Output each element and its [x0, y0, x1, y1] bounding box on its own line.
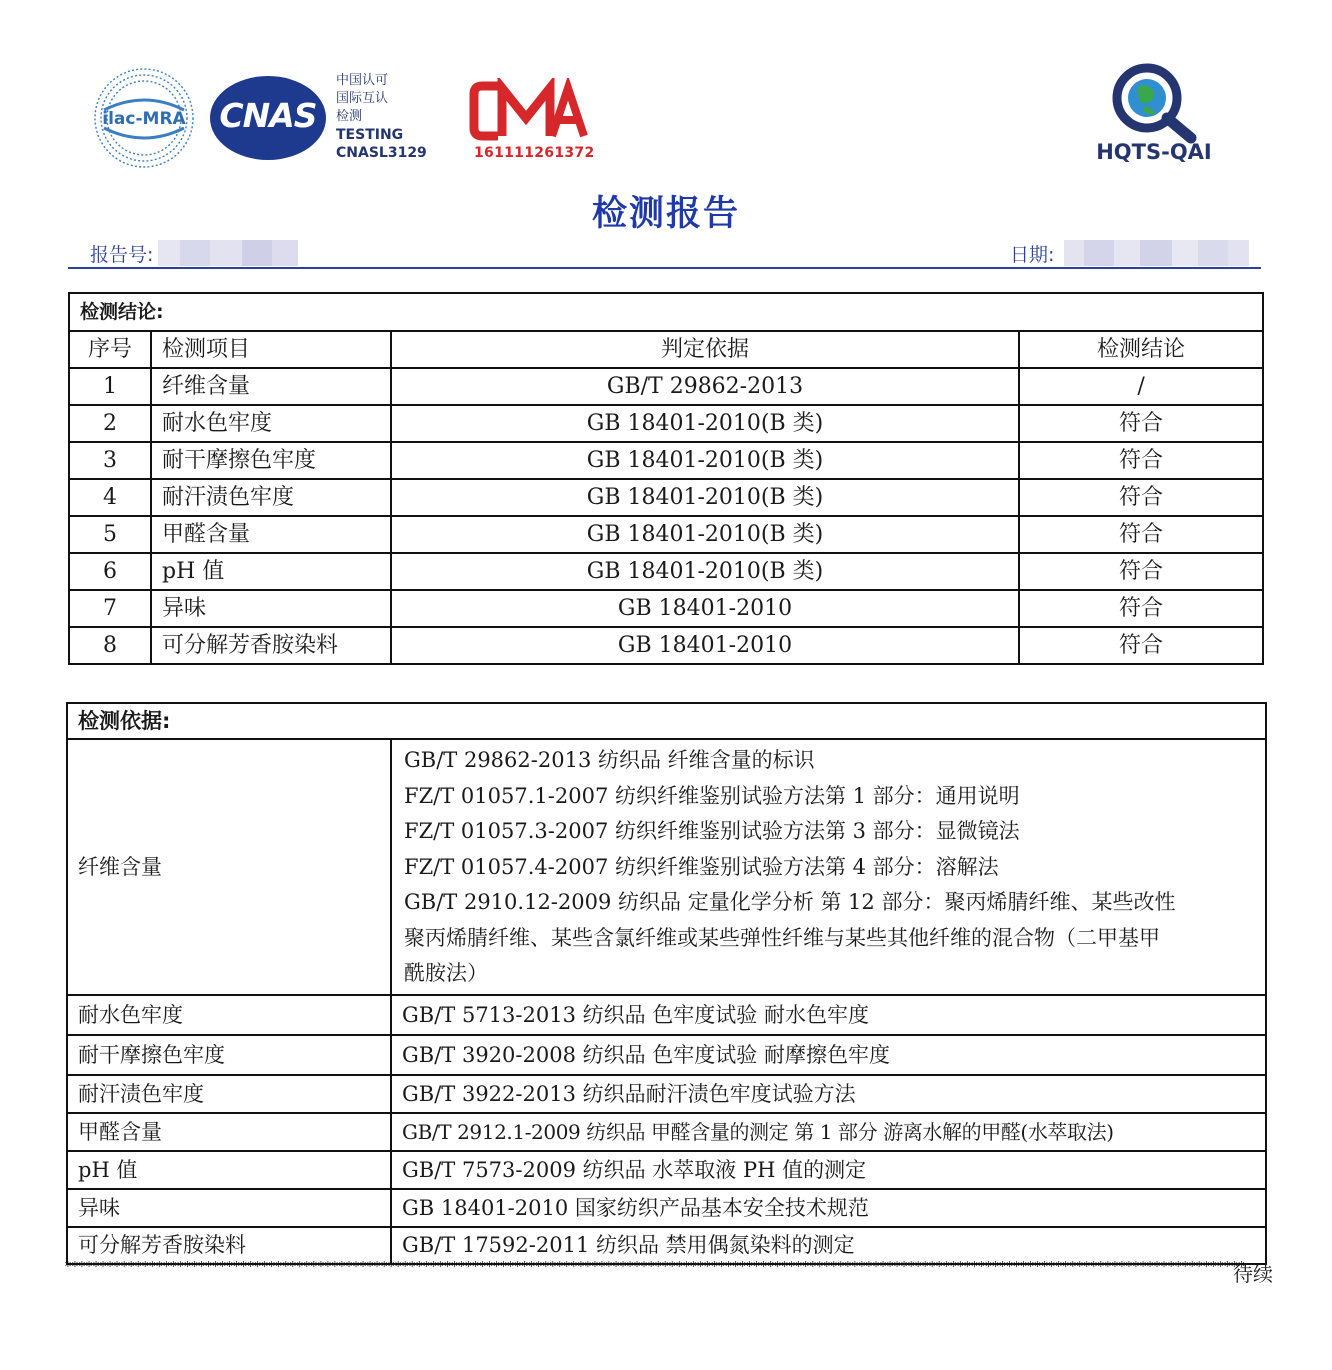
- ilac-mra-logo: [92, 66, 196, 170]
- row-item: 可分解芳香胺染料: [151, 627, 391, 664]
- row-basis: GB 18401-2010(B 类): [391, 405, 1019, 442]
- standard-line: FZ/T 01057.4-2007 纺织纤维鉴别试验方法第 4 部分：溶解法: [404, 854, 999, 879]
- row-result: 符合: [1019, 479, 1263, 516]
- cnas-logo-text: CNAS: [219, 96, 317, 135]
- basis-standards: GB/T 3922-2013 纺织品耐汗渍色牢度试验方法: [391, 1075, 1266, 1113]
- column-header: 判定依据: [391, 331, 1019, 368]
- row-item: 异味: [151, 590, 391, 627]
- header-rule: [68, 267, 1261, 269]
- row-item: pH 值: [151, 553, 391, 590]
- row-no: 2: [69, 405, 151, 442]
- row-result: 符合: [1019, 590, 1263, 627]
- table-row: [69, 442, 1263, 479]
- conclusion-table: [68, 292, 1264, 665]
- row-basis: GB 18401-2010(B 类): [391, 479, 1019, 516]
- table-row: [69, 627, 1263, 664]
- cnas-side-line: 国际互认: [336, 91, 389, 106]
- row-result: 符合: [1019, 405, 1263, 442]
- row-basis: GB 18401-2010(B 类): [391, 553, 1019, 590]
- basis-standards: GB/T 2912.1-2009 纺织品 甲醛含量的测定 第 1 部分 游离水解的甲醛(水萃取法): [391, 1113, 1266, 1151]
- basis-item: 可分解芳香胺染料: [67, 1227, 391, 1264]
- row-basis: GB 18401-2010(B 类): [391, 442, 1019, 479]
- standard-line: 聚丙烯腈纤维、某些含氯纤维或某些弹性纤维与某些其他纤维的混合物（二甲基甲: [404, 925, 1160, 950]
- table-row: [69, 479, 1263, 516]
- table-row: [67, 1151, 1266, 1189]
- row-no: 5: [69, 516, 151, 553]
- row-no: 7: [69, 590, 151, 627]
- cnas-side-line: 中国认可: [336, 73, 389, 88]
- table-row: [67, 1113, 1266, 1151]
- row-no: 4: [69, 479, 151, 516]
- row-item: 耐水色牢度: [151, 405, 391, 442]
- basis-item: 耐干摩擦色牢度: [67, 1035, 391, 1075]
- basis-item: 甲醛含量: [67, 1113, 391, 1151]
- row-result: 符合: [1019, 627, 1263, 664]
- basis-section-title: 检测依据:: [67, 703, 1266, 739]
- basis-standards: GB 18401-2010 国家纺织产品基本安全技术规范: [391, 1189, 1266, 1227]
- conclusion-section-title: 检测结论:: [69, 293, 1263, 331]
- row-basis: GB 18401-2010(B 类): [391, 516, 1019, 553]
- table-row: [69, 553, 1263, 590]
- row-result: /: [1019, 368, 1263, 405]
- row-no: 3: [69, 442, 151, 479]
- standard-line: GB/T 2910.12-2009 纺织品 定量化学分析 第 12 部分：聚丙烯腈纤维、某些改性: [404, 890, 1176, 914]
- table-row: [69, 368, 1263, 405]
- standard-line: FZ/T 01057.1-2007 纺织纤维鉴别试验方法第 1 部分：通用说明: [404, 783, 1020, 808]
- table-row: [67, 1189, 1266, 1227]
- report-no-redaction: [158, 240, 298, 266]
- basis-standards: GB/T 17592-2011 纺织品 禁用偶氮染料的测定: [391, 1227, 1266, 1264]
- cma-logo: [468, 78, 588, 144]
- hqts-globe-logo: [1105, 62, 1205, 144]
- basis-item: 异味: [67, 1189, 391, 1227]
- standard-line: GB/T 29862-2013 纺织品 纤维含量的标识: [404, 748, 815, 772]
- cma-number: 161111261372: [474, 145, 595, 161]
- column-header: 检测项目: [151, 331, 391, 368]
- company-logo-text: HQTS-QAI: [1096, 140, 1212, 164]
- table-row: [67, 739, 1266, 995]
- row-basis: GB/T 29862-2013: [391, 368, 1019, 405]
- cnas-side-line: TESTING: [336, 127, 404, 143]
- date-label: 日期:: [1010, 244, 1055, 266]
- report-no-label: 报告号:: [90, 244, 154, 266]
- row-basis: GB 18401-2010: [391, 590, 1019, 627]
- row-item: 甲醛含量: [151, 516, 391, 553]
- row-result: 符合: [1019, 553, 1263, 590]
- row-item: 耐汗渍色牢度: [151, 479, 391, 516]
- basis-item: pH 值: [67, 1151, 391, 1189]
- cnas-side-line: 检测: [336, 109, 363, 124]
- date-redaction: [1064, 240, 1249, 266]
- ilac-logo-text: ilac-MRA: [102, 109, 186, 129]
- row-no: 6: [69, 553, 151, 590]
- table-row: [69, 590, 1263, 627]
- column-header: 序号: [69, 331, 151, 368]
- table-row: [67, 1075, 1266, 1113]
- basis-item: 耐汗渍色牢度: [67, 1075, 391, 1113]
- basis-standards: [391, 739, 1266, 995]
- basis-standards: GB/T 3920-2008 纺织品 色牢度试验 耐摩擦色牢度: [391, 1035, 1266, 1075]
- basis-section-title-row: [67, 703, 1266, 739]
- footer-separator: ************************************************************************************************************************************************************************: [64, 1260, 1245, 1275]
- row-item: 耐干摩擦色牢度: [151, 442, 391, 479]
- basis-standards: GB/T 5713-2013 纺织品 色牢度试验 耐水色牢度: [391, 995, 1266, 1035]
- table-row: [69, 405, 1263, 442]
- table-row: [67, 995, 1266, 1035]
- page-title: 检测报告: [591, 194, 740, 234]
- cnas-side-line: CNASL3129: [336, 145, 427, 161]
- table-row: [67, 1035, 1266, 1075]
- basis-table: [66, 702, 1267, 1265]
- row-no: 8: [69, 627, 151, 664]
- row-result: 符合: [1019, 442, 1263, 479]
- basis-standards: GB/T 7573-2009 纺织品 水萃取液 PH 值的测定: [391, 1151, 1266, 1189]
- conclusion-section-title-row: [69, 293, 1263, 331]
- table-row: [67, 1227, 1266, 1264]
- row-no: 1: [69, 368, 151, 405]
- continued-label: 待续: [1233, 1262, 1273, 1286]
- column-header: 检测结论: [1019, 331, 1263, 368]
- row-basis: GB 18401-2010: [391, 627, 1019, 664]
- standard-line: 酰胺法）: [404, 961, 488, 985]
- basis-item: 纤维含量: [67, 739, 391, 995]
- row-item: 纤维含量: [151, 368, 391, 405]
- conclusion-header-row: [69, 331, 1263, 368]
- row-result: 符合: [1019, 516, 1263, 553]
- basis-item: 耐水色牢度: [67, 995, 391, 1035]
- cnas-side-text: [336, 72, 427, 162]
- table-row: [69, 516, 1263, 553]
- standard-line: FZ/T 01057.3-2007 纺织纤维鉴别试验方法第 3 部分：显微镜法: [404, 819, 1020, 843]
